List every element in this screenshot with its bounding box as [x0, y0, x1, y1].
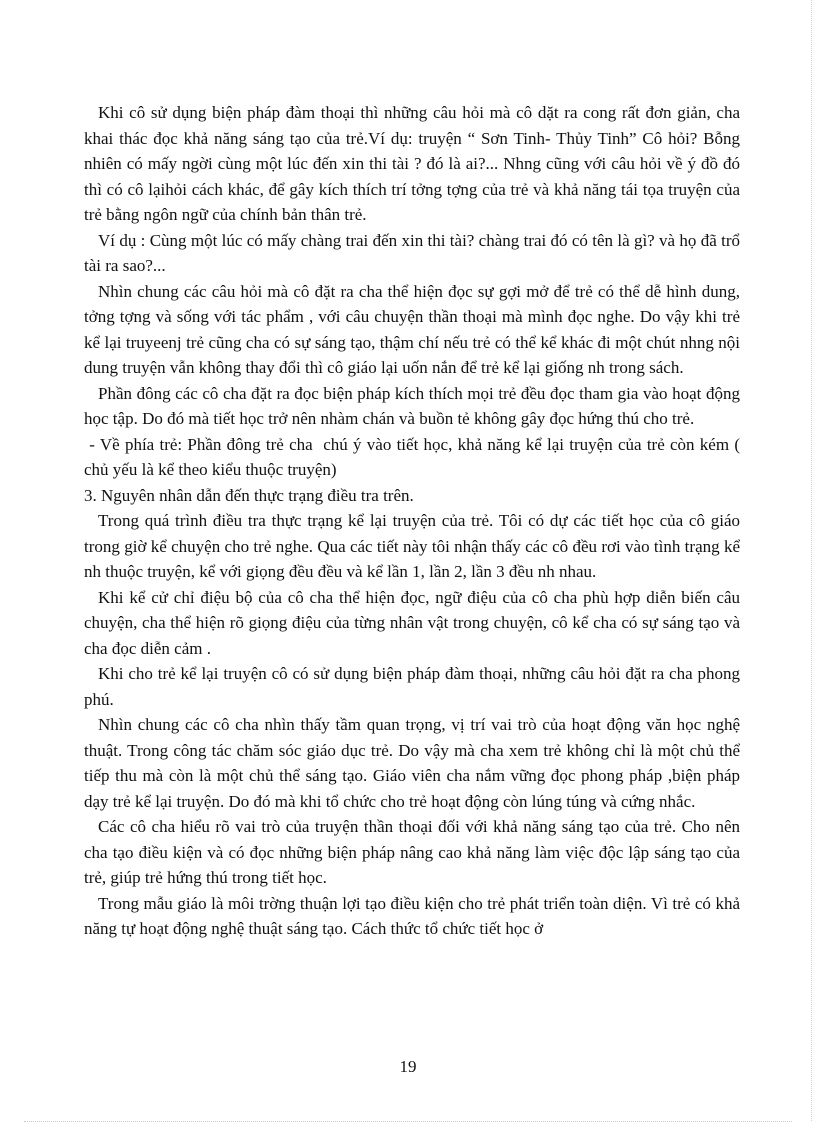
paragraph-10: Các cô cha hiểu rõ vai trò của truyện thần thoại đối với khả năng sáng tạo của trẻ. Cho nên cha tạo điều kiện và có đọc những biện pháp nâng cao khả năng làm việc độc lập sáng tạo của trẻ, giúp trẻ hứng thú trong tiết học.: [84, 817, 740, 887]
paragraph-11: Trong mẫu giáo là môi trờng thuận lợi tạo điều kiện cho trẻ phát triển toàn diện. Vì trẻ có khả năng tự hoạt động nghệ thuật sáng tạo. Cách thức tổ chức tiết học ở: [84, 893, 740, 938]
paragraph-5: - Về phía trẻ: Phần đông trẻ cha chú ý vào tiết học, khả năng kể lại truyện của trẻ còn kém ( chủ yếu là kể theo kiểu thuộc truyện): [84, 434, 745, 479]
paragraph-8: Khi cho trẻ kể lại truyện cô có sử dụng biện pháp đàm thoại, những câu hỏi đặt ra cha phong phú.: [84, 664, 740, 709]
paragraph-6: Trong quá trình điều tra thực trạng kể lại truyện của trẻ. Tôi có dự các tiết học của cô giáo trong giờ kể chuyện cho trẻ nghe. Qua các tiết này tôi nhận thấy các cô đều rơi vào tình trạng kể nh thuộc truyện, kể với giọng đều đều và kể lần 1, lần 2, lần 3 đều nh nhau.: [84, 511, 740, 581]
paragraph-2: Ví dụ : Cùng một lúc có mấy chàng trai đến xin thi tài? chàng trai đó có tên là gì? và họ đã trổ tài ra sao?...: [84, 230, 740, 275]
paragraph-9: Nhìn chung các cô cha nhìn thấy tầm quan trọng, vị trí vai trò của hoạt động văn học nghệ thuật. Trong công tác chăm sóc giáo dục trẻ. Do vậy mà cha xem trẻ không chỉ là một chủ thể tiếp thu mà còn là một chủ thể sáng tạo. Giáo viên cha nắm vững đọc phong pháp ,biện pháp dạy trẻ kể lại truyện. Do đó mà khi tổ chức cho trẻ hoạt động còn lúng túng và cứng nhắc.: [84, 715, 740, 811]
document-body: [84, 100, 745, 942]
page-number: 19: [399, 1057, 417, 1076]
paragraph-1: Khi cô sử dụng biện pháp đàm thoại thì những câu hỏi mà cô dặt ra cong rất đơn giản, cha khai thác đọc khả năng sáng tạo của trẻ.Ví dụ: truyện “ Sơn Tinh- Thủy Tinh” Cô hỏi? Bỗng nhiên có mấy ngời cùng một lúc đến xin thi tài ? đó là ai?... Nhng cũng với câu hỏi về ý đồ đó thì có cô lạihỏi cách khác, để gây kích thích trí tởng tợng của trẻ và khả năng tái tọa truyện của trẻ bằng ngôn ngữ của chính bản thân trẻ.: [84, 103, 740, 224]
page-bottom-border: [24, 1121, 792, 1122]
paragraph-4: Phần đông các cô cha đặt ra đọc biện pháp kích thích mọi trẻ đều đọc tham gia vào hoạt động học tập. Do đó mà tiết học trở nên nhàm chán và buồn tẻ không gây đọc hứng thú cho trẻ.: [84, 383, 740, 428]
section-heading: 3. Nguyên nhân dẫn đến thực trạng điều tra trên.: [84, 485, 414, 505]
paragraph-7: Khi kể cử chỉ điệu bộ của cô cha thể hiện đọc, ngữ điệu của cô cha phù hợp diễn biến câu chuyện, cha thể hiện rõ giọng điệu của từng nhân vật trong chuyện, cô kể cha có sự sáng tạo và cha đọc diễn cảm .: [84, 587, 740, 658]
paragraph-3: Nhìn chung các câu hỏi mà cô đặt ra cha thể hiện đọc sự gợi mở để trẻ có thể dễ hình dung, tởng tợng và sống với tác phẩm , với câu chuyện thần thoại mà mình đọc nghe. Do vậy khi trẻ kể lại truyeenj trẻ cũng cha có sự sáng tạo, thậm chí nếu trẻ có thể kể khác đi một chút nhng nội dung truyện vẫn không thay đổi thì cô giáo lại uốn nắn để trẻ kể lại giống nh trong sách.: [84, 281, 740, 377]
page-right-border: [811, 0, 812, 1121]
